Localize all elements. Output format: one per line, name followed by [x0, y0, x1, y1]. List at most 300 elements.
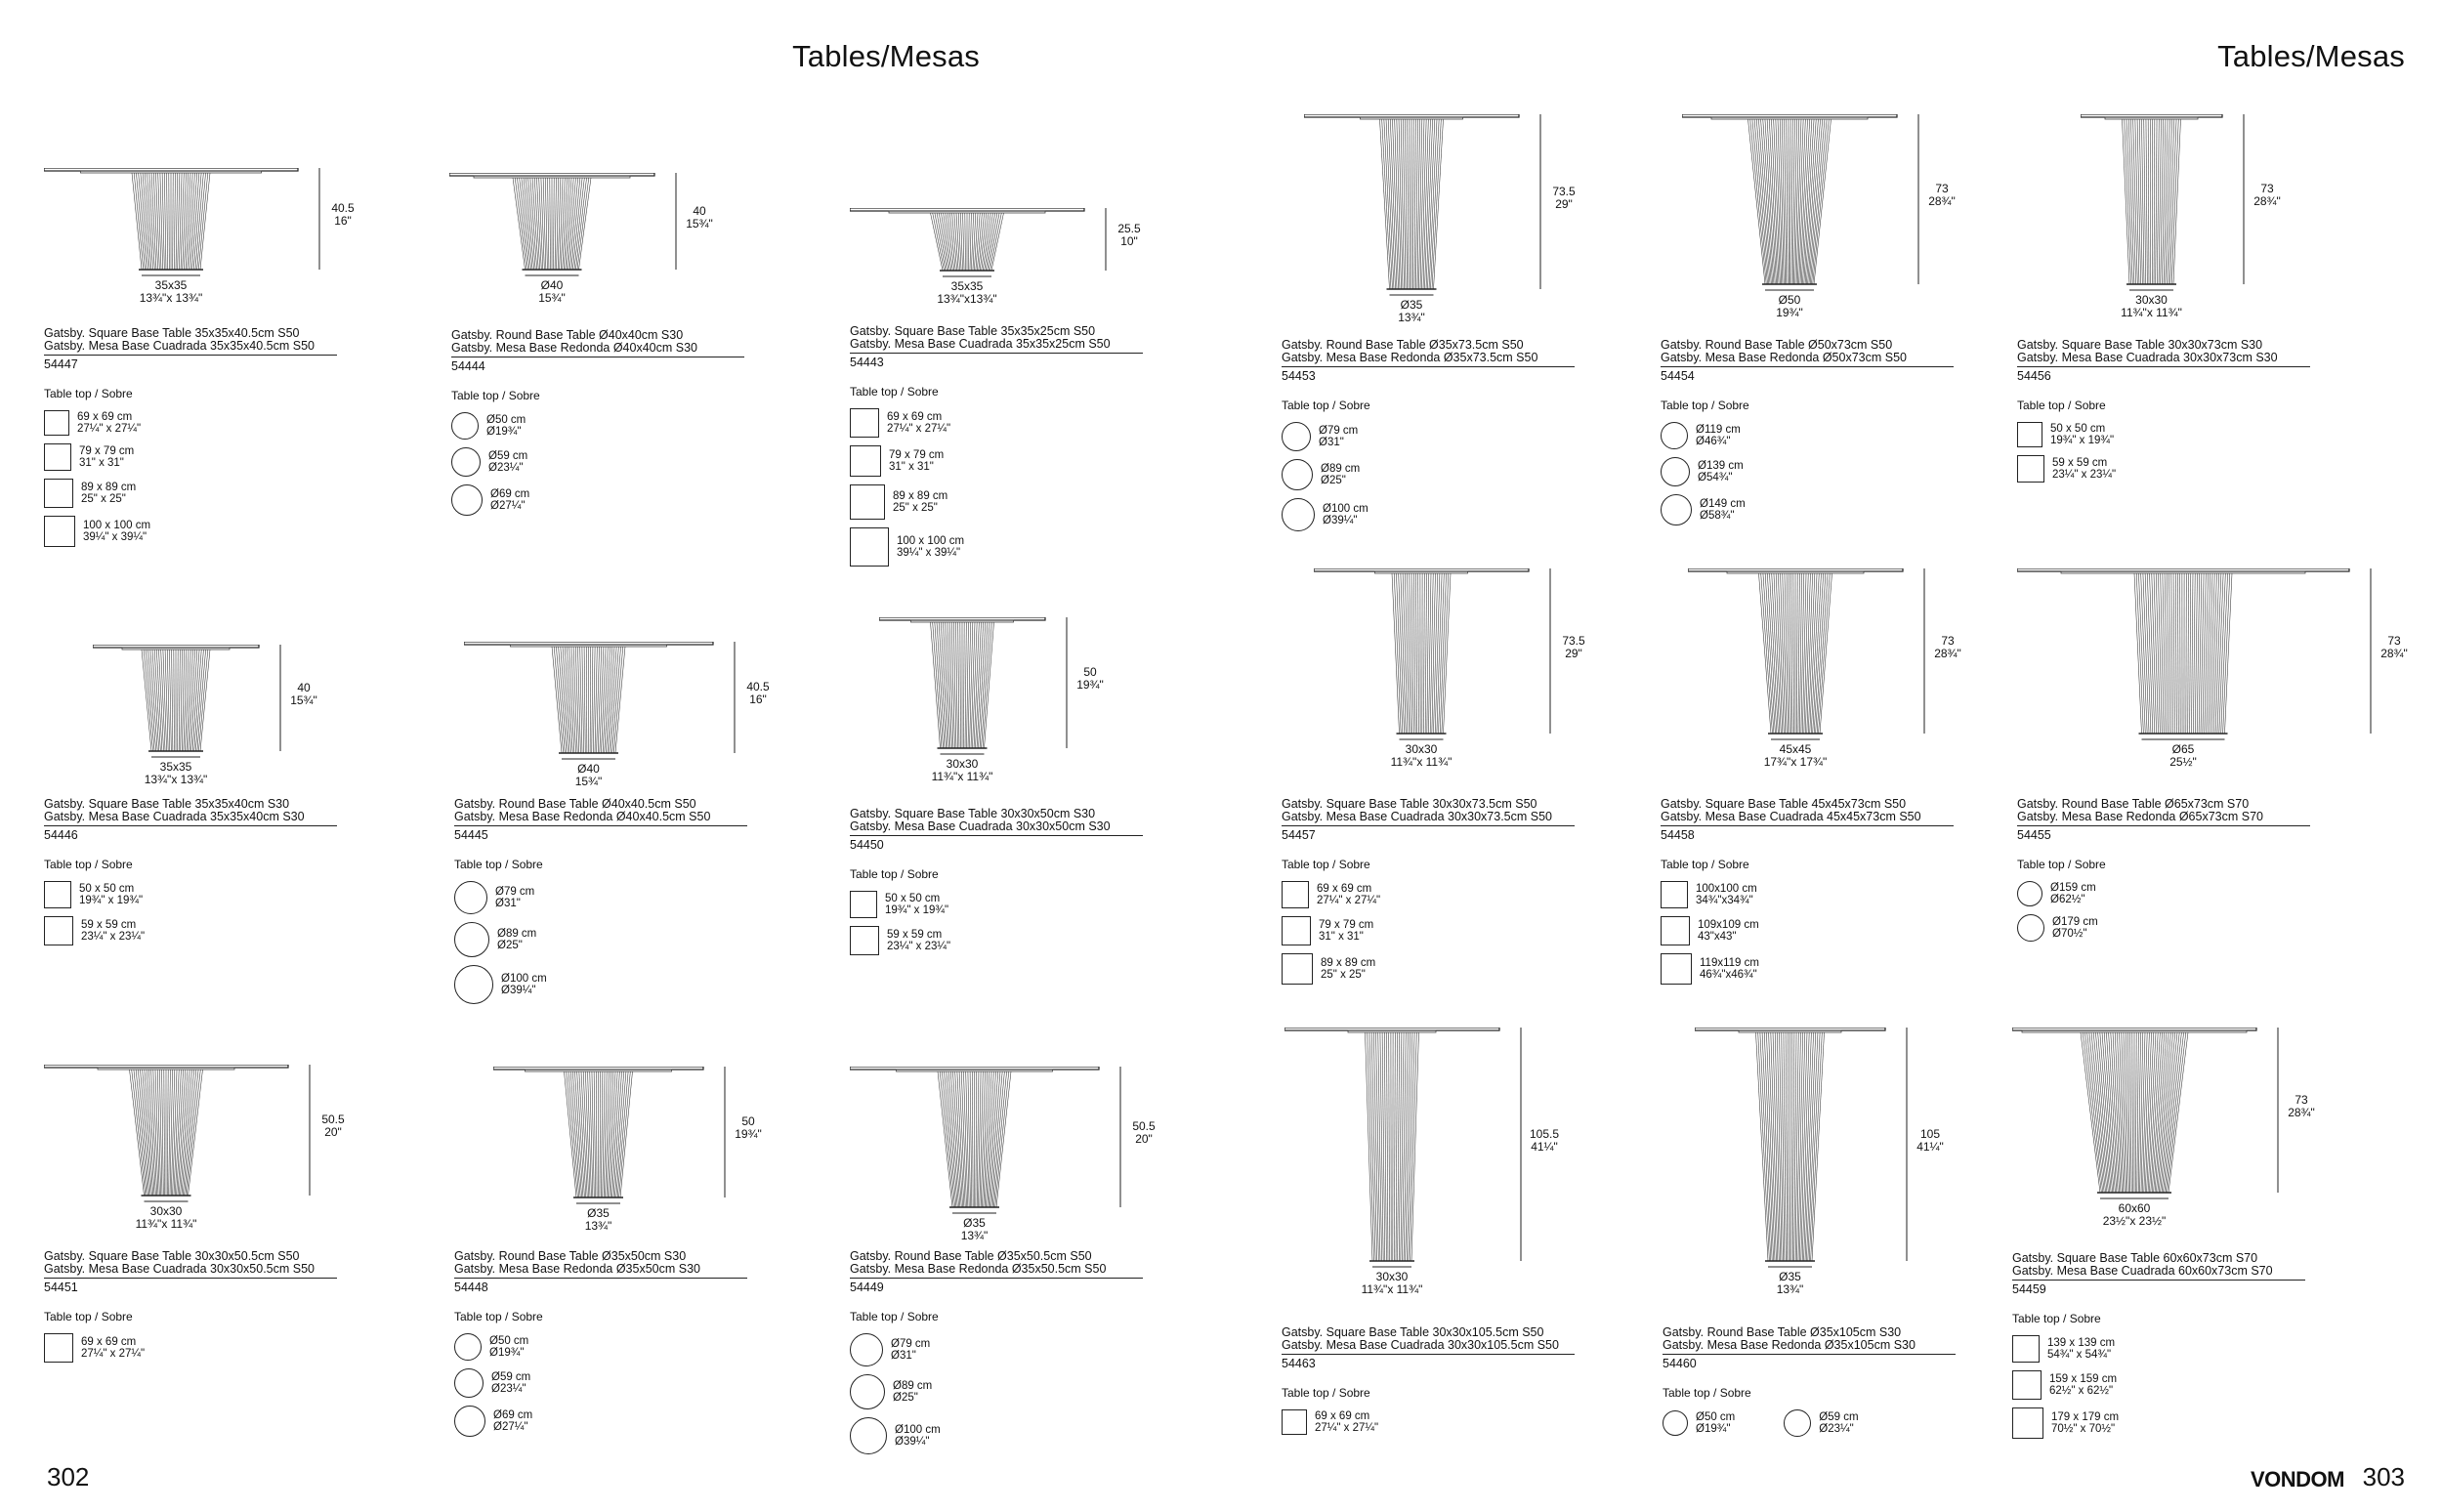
- table-top-size: [501, 973, 547, 996]
- base-dimension-label: [1333, 1271, 1451, 1296]
- size-cm: 159 x 159 cm: [2049, 1373, 2118, 1385]
- divider: [44, 825, 337, 826]
- divider: [454, 1278, 747, 1279]
- product-name-es: Gatsby. Mesa Base Cuadrada 45x45x73cm S50: [1661, 810, 1921, 823]
- table-top-option: [1661, 457, 2022, 486]
- size-in: 27¼" x 27¼": [1317, 895, 1381, 906]
- table-drawing: [2012, 1028, 2295, 1210]
- height-cm: 105.5: [1529, 1126, 1560, 1141]
- base-dim-cm: 45x45: [1779, 742, 1812, 756]
- size-in: 19¾" x 19¾": [2050, 435, 2115, 446]
- table-drawing: [2017, 568, 2388, 751]
- round-top-icon: [451, 447, 481, 477]
- height-label: [284, 682, 323, 707]
- base-dim-cm: 30x30: [946, 757, 979, 771]
- size-cm: Ø100 cm: [1323, 503, 1368, 515]
- size-in: 31" x 31": [889, 461, 934, 473]
- base-dimension-label: [1737, 743, 1854, 769]
- divider: [850, 835, 1143, 836]
- table-drawing: [93, 645, 298, 769]
- size-cm: Ø69 cm: [490, 488, 530, 500]
- height-in: 28¾": [2288, 1105, 2315, 1119]
- size-in: 43"x43": [1698, 931, 1737, 943]
- product-info-54445: [454, 798, 816, 1012]
- table-top-size: [79, 883, 143, 906]
- divider: [2017, 825, 2310, 826]
- table-top-heading: Table top / Sobre: [454, 858, 543, 871]
- square-top-icon: [2012, 1407, 2043, 1439]
- size-in: 25" x 25": [893, 502, 938, 514]
- product-name-es: Gatsby. Mesa Base Cuadrada 35x35x25cm S50: [850, 337, 1111, 351]
- table-drawing: [44, 168, 337, 287]
- divider: [850, 1278, 1143, 1279]
- base-dim-cm: 35x35: [950, 279, 984, 293]
- base-dim-in: 13¾"x 13¾": [139, 291, 203, 305]
- table-top-option: [2017, 422, 2379, 447]
- table-top-size: [891, 1338, 930, 1362]
- base-dim-in: 11¾"x 11¾": [2121, 306, 2182, 319]
- height-cm: 50: [741, 1114, 755, 1128]
- height-cm: 40.5: [746, 680, 770, 693]
- table-top-option: [454, 965, 816, 1004]
- product-name-en: Gatsby. Round Base Table Ø35x105cm S30: [1663, 1325, 1902, 1339]
- table-top-size: [81, 482, 136, 505]
- size-cm: Ø79 cm: [495, 886, 535, 898]
- table-top-option: [451, 484, 813, 516]
- height-in: 19¾": [1076, 678, 1104, 692]
- size-in: 34¾"x34¾": [1696, 895, 1753, 906]
- round-top-icon: [1663, 1410, 1688, 1436]
- base-dim-cm: Ø40: [577, 762, 600, 776]
- height-cm: 105: [1919, 1126, 1941, 1141]
- table-top-size: [1319, 425, 1358, 448]
- base-dim-cm: Ø35: [587, 1206, 610, 1220]
- round-top-icon: [454, 1333, 482, 1361]
- size-cm: 100 x 100 cm: [83, 520, 151, 531]
- size-in: 31" x 31": [1319, 931, 1364, 943]
- product-info-54456: [2017, 339, 2379, 490]
- table-top-size: [1698, 460, 1744, 483]
- size-in: Ø23¼": [1819, 1423, 1854, 1435]
- product-54447: [44, 168, 386, 305]
- square-top-icon: [44, 443, 71, 471]
- size-cm: Ø159 cm: [2050, 882, 2096, 894]
- table-top-size: [2050, 882, 2096, 905]
- size-cm: 119x119 cm: [1700, 957, 1759, 969]
- table-top-size: [2049, 1373, 2117, 1397]
- base-dim-in: 11¾"x 11¾": [1361, 1282, 1423, 1296]
- height-in: 19¾": [735, 1127, 762, 1141]
- size-cm: 109x109 cm: [1698, 919, 1759, 931]
- base-dimension-label: [2125, 743, 2242, 769]
- table-top-option: [850, 408, 1211, 438]
- table-top-option: [44, 1333, 405, 1363]
- table-top-option: [1282, 498, 1643, 531]
- table-top-options: [2017, 881, 2379, 942]
- size-in: 25" x 25": [81, 493, 126, 505]
- product-info-54450: [850, 808, 1211, 963]
- height-label: [680, 205, 719, 231]
- height-in: 16": [749, 693, 767, 706]
- table-top-size: [2050, 423, 2114, 446]
- product-name-en: Gatsby. Round Base Table Ø35x73.5cm S50: [1282, 338, 1524, 352]
- product-54451: [44, 1065, 376, 1231]
- product-name-en: Gatsby. Round Base Table Ø40x40cm S30: [451, 328, 684, 342]
- table-top-option: [1784, 1409, 1858, 1437]
- height-cm: 50.5: [1132, 1119, 1156, 1133]
- product-info-54454: [1661, 339, 2022, 533]
- product-name-es: Gatsby. Mesa Base Redonda Ø40x40.5cm S50: [454, 810, 711, 823]
- base-dim-in: 11¾"x 11¾": [931, 770, 993, 783]
- base-dim-cm: 35x35: [159, 760, 192, 774]
- product-54458: [1688, 568, 1991, 769]
- product-54463: [1284, 1028, 1587, 1296]
- product-54454: [1682, 114, 1985, 319]
- table-top-heading: Table top / Sobre: [44, 858, 133, 871]
- base-dim-cm: 30x30: [2135, 293, 2168, 307]
- size-in: Ø23¼": [491, 1383, 526, 1395]
- table-top-size: [1315, 1410, 1378, 1434]
- table-top-size: [81, 1336, 145, 1360]
- height-label: [1110, 223, 1149, 248]
- base-dim-in: 13¾": [1776, 1282, 1804, 1296]
- height-cm: 50.5: [321, 1113, 345, 1126]
- table-top-size: [83, 520, 150, 543]
- square-top-icon: [44, 410, 69, 436]
- square-top-icon: [1282, 881, 1309, 908]
- base-dim-cm: 30x30: [149, 1204, 183, 1218]
- height-cm: 40.5: [331, 201, 355, 215]
- product-name-en: Gatsby. Round Base Table Ø40x40.5cm S50: [454, 797, 696, 811]
- table-top-option: [850, 527, 1211, 567]
- table-top-options: [850, 1333, 1211, 1454]
- table-top-option: [454, 1406, 816, 1437]
- table-top-option: [850, 891, 1211, 918]
- size-in: Ø27¼": [490, 500, 526, 512]
- base-dimension-label: [107, 1205, 225, 1231]
- product-code: 54454: [1661, 369, 1695, 383]
- product-54449: [850, 1067, 1187, 1242]
- height-label: [729, 1115, 768, 1141]
- size-in: 23¼" x 23¼": [2052, 469, 2117, 481]
- table-top-heading: Table top / Sobre: [850, 867, 939, 881]
- table-top-option: [454, 881, 816, 914]
- product-name-en: Gatsby. Square Base Table 30x30x105.5cm S50: [1282, 1325, 1544, 1339]
- size-cm: 50 x 50 cm: [885, 893, 941, 904]
- product-name-en: Gatsby. Square Base Table 30x30x50cm S30: [850, 807, 1096, 820]
- product-info-54443: [850, 325, 1211, 574]
- round-top-icon: [1282, 498, 1315, 531]
- product-code: 54443: [850, 356, 884, 369]
- size-cm: Ø50 cm: [1696, 1411, 1736, 1423]
- product-name-es: Gatsby. Mesa Base Redonda Ø35x50.5cm S50: [850, 1262, 1107, 1276]
- table-top-size: [1319, 919, 1373, 943]
- table-top-size: [77, 411, 141, 435]
- size-cm: 79 x 79 cm: [889, 449, 945, 461]
- table-top-size: [893, 1380, 932, 1404]
- size-in: Ø62½": [2050, 894, 2085, 905]
- table-top-option: [1282, 422, 1643, 451]
- divider: [1282, 1354, 1575, 1355]
- height-cm: 73: [1935, 182, 1949, 195]
- table-top-option: [850, 1374, 1211, 1409]
- table-top-options: [44, 410, 405, 547]
- square-top-icon: [1661, 953, 1692, 985]
- height-label: [1071, 666, 1110, 692]
- size-cm: 59 x 59 cm: [887, 929, 943, 941]
- table-top-size: [1317, 883, 1380, 906]
- table-top-size: [889, 449, 944, 473]
- product-54448: [493, 1067, 791, 1233]
- table-top-size: [893, 490, 947, 514]
- table-top-option: [2017, 881, 2379, 906]
- table-top-options: [1282, 422, 1643, 531]
- product-54443: [850, 208, 1172, 306]
- height-label: [1525, 1128, 1564, 1154]
- table-top-options: [454, 1333, 816, 1437]
- height-cm: 73: [2295, 1092, 2308, 1107]
- divider: [44, 355, 337, 356]
- base-dim-cm: Ø35: [963, 1216, 986, 1230]
- round-top-icon: [451, 412, 479, 440]
- product-info-54457: [1282, 798, 1643, 992]
- round-top-icon: [1661, 457, 1690, 486]
- size-cm: 139 x 139 cm: [2047, 1337, 2116, 1349]
- base-dim-cm: Ø40: [540, 278, 564, 292]
- table-top-option: [850, 484, 1211, 520]
- size-cm: 89 x 89 cm: [1321, 957, 1376, 969]
- size-cm: 50 x 50 cm: [2050, 423, 2106, 435]
- square-top-icon: [1661, 881, 1688, 908]
- round-top-icon: [451, 484, 483, 516]
- table-top-options: [1282, 881, 1643, 985]
- round-top-icon: [454, 922, 489, 957]
- table-top-size: [1321, 463, 1360, 486]
- round-top-icon: [454, 1368, 484, 1398]
- size-in: Ø54¾": [1698, 472, 1733, 483]
- size-in: Ø58¾": [1700, 510, 1735, 522]
- table-top-options: [1663, 1409, 2024, 1445]
- size-in: Ø25": [893, 1392, 918, 1404]
- product-54455: [2017, 568, 2437, 769]
- product-name-es: Gatsby. Mesa Base Redonda Ø35x73.5cm S50: [1282, 351, 1538, 364]
- size-in: 39¼" x 39¼": [83, 531, 147, 543]
- size-in: Ø46¾": [1696, 436, 1731, 447]
- size-cm: 69 x 69 cm: [81, 1336, 137, 1348]
- product-code: 54446: [44, 828, 78, 842]
- table-top-options: [850, 891, 1211, 955]
- square-top-icon: [850, 527, 889, 567]
- table-top-size: [1696, 883, 1757, 906]
- round-top-icon: [1661, 422, 1688, 449]
- size-cm: Ø50 cm: [489, 1335, 529, 1347]
- base-dimension-label: [530, 763, 648, 788]
- base-dimension-label: [1731, 294, 1848, 319]
- table-top-heading: Table top / Sobre: [44, 1310, 133, 1323]
- product-54457: [1314, 568, 1617, 769]
- table-top-option: [44, 881, 405, 908]
- square-top-icon: [44, 516, 75, 547]
- square-top-icon: [2012, 1335, 2040, 1363]
- table-top-option: [1663, 1409, 1735, 1437]
- size-in: Ø70½": [2052, 928, 2087, 940]
- height-in: 10": [1120, 234, 1138, 248]
- product-name-es: Gatsby. Mesa Base Cuadrada 30x30x50cm S30: [850, 819, 1111, 833]
- size-cm: 89 x 89 cm: [81, 482, 137, 493]
- height-in: 41¼": [1916, 1139, 1944, 1154]
- table-top-size: [1700, 498, 1746, 522]
- size-cm: 100 x 100 cm: [897, 535, 965, 547]
- product-54456: [2081, 114, 2310, 319]
- base-dim-in: 13¾": [1398, 311, 1425, 324]
- divider: [850, 353, 1143, 354]
- table-top-option: [1661, 422, 2022, 449]
- height-label: [314, 1113, 353, 1139]
- size-in: 46¾"x46¾": [1700, 969, 1757, 981]
- table-top-option: [44, 443, 405, 471]
- size-in: 19¾" x 19¾": [79, 895, 144, 906]
- base-dimension-label: [2076, 1202, 2193, 1228]
- size-cm: Ø79 cm: [891, 1338, 931, 1350]
- round-top-icon: [454, 1406, 485, 1437]
- size-cm: Ø100 cm: [895, 1424, 941, 1436]
- height-in: 16": [334, 214, 352, 228]
- table-top-option: [2012, 1370, 2374, 1400]
- product-name-en: Gatsby. Square Base Table 35x35x40.5cm S50: [44, 326, 300, 340]
- table-top-heading: Table top / Sobre: [1282, 399, 1370, 412]
- product-code: 54450: [850, 838, 884, 852]
- height-in: 15¾": [290, 693, 317, 707]
- divider: [1661, 825, 1954, 826]
- table-top-size: [495, 886, 534, 909]
- product-name-es: Gatsby. Mesa Base Cuadrada 30x30x73cm S30: [2017, 351, 2278, 364]
- size-cm: Ø59 cm: [491, 1371, 531, 1383]
- size-cm: Ø149 cm: [1700, 498, 1746, 510]
- product-name-es: Gatsby. Mesa Base Cuadrada 35x35x40cm S30: [44, 810, 305, 823]
- product-info-54463: [1282, 1326, 1643, 1443]
- size-cm: Ø69 cm: [493, 1409, 533, 1421]
- base-dimension-label: [493, 279, 610, 305]
- table-top-option: [44, 410, 405, 436]
- table-top-option: [850, 445, 1211, 477]
- table-top-heading: Table top / Sobre: [454, 1310, 543, 1323]
- size-in: 25" x 25": [1321, 969, 1366, 981]
- round-top-icon: [2017, 914, 2044, 942]
- size-in: 31" x 31": [79, 457, 124, 469]
- table-top-option: [451, 412, 813, 440]
- page-title: Tables/Mesas: [2217, 39, 2405, 73]
- product-code: 54453: [1282, 369, 1316, 383]
- table-top-option: [454, 1368, 816, 1398]
- table-drawing: [464, 642, 752, 771]
- table-top-option: [1282, 916, 1643, 945]
- table-top-size: [897, 535, 964, 559]
- divider: [44, 1278, 337, 1279]
- height-in: 28¾": [1928, 194, 1956, 208]
- base-dimension-label: [916, 1217, 1033, 1242]
- height-cm: 73: [2387, 633, 2401, 648]
- height-label: [1922, 183, 1961, 208]
- page-number: 303: [2362, 1462, 2405, 1491]
- base-dim-cm: Ø65: [2171, 742, 2195, 756]
- table-drawing: [1695, 1028, 1924, 1279]
- table-top-size: [2051, 1411, 2119, 1435]
- table-top-option: [1661, 881, 2022, 908]
- table-top-option: [44, 479, 405, 508]
- table-top-options: [2017, 422, 2379, 483]
- product-name-en: Gatsby. Round Base Table Ø50x73cm S50: [1661, 338, 1893, 352]
- size-in: Ø19¾": [489, 1347, 525, 1359]
- product-name-en: Gatsby. Square Base Table 60x60x73cm S70: [2012, 1251, 2258, 1265]
- size-cm: 59 x 59 cm: [2052, 457, 2108, 469]
- round-top-icon: [1784, 1409, 1811, 1437]
- base-dim-in: 15¾": [538, 291, 566, 305]
- base-dim-cm: 30x30: [1405, 742, 1438, 756]
- height-in: 29": [1555, 196, 1573, 211]
- base-dim-cm: Ø50: [1778, 293, 1801, 307]
- base-dim-in: 11¾"x 11¾": [135, 1217, 197, 1231]
- product-code: 54463: [1282, 1357, 1316, 1370]
- size-in: 23¼" x 23¼": [81, 931, 146, 943]
- height-cm: 73.5: [1562, 633, 1585, 648]
- table-top-heading: Table top / Sobre: [850, 385, 939, 399]
- product-code: 54459: [2012, 1282, 2046, 1296]
- product-name-es: Gatsby. Mesa Base Redonda Ø65x73cm S70: [2017, 810, 2263, 823]
- size-in: Ø19¾": [1696, 1423, 1731, 1435]
- divider: [1663, 1354, 1956, 1355]
- product-name-en: Gatsby. Square Base Table 45x45x73cm S50: [1661, 797, 1907, 811]
- size-in: Ø39¼": [501, 985, 536, 996]
- product-info-54459: [2012, 1252, 2374, 1447]
- square-top-icon: [850, 926, 879, 955]
- product-name-en: Gatsby. Square Base Table 30x30x73.5cm S50: [1282, 797, 1537, 811]
- product-code: 54447: [44, 357, 78, 371]
- size-in: Ø23¼": [488, 462, 524, 474]
- product-info-54453: [1282, 339, 1643, 539]
- product-info-54458: [1661, 798, 2022, 992]
- size-cm: Ø79 cm: [1319, 425, 1359, 437]
- size-cm: Ø179 cm: [2052, 916, 2098, 928]
- size-in: Ø31": [891, 1350, 916, 1362]
- height-cm: 25.5: [1117, 222, 1141, 235]
- size-in: Ø31": [495, 898, 521, 909]
- table-drawing: [850, 1067, 1138, 1225]
- table-top-option: [454, 1333, 816, 1361]
- size-cm: 59 x 59 cm: [81, 919, 137, 931]
- table-top-heading: Table top / Sobre: [1663, 1386, 1751, 1400]
- product-info-54451: [44, 1250, 405, 1370]
- height-in: 28¾": [2380, 646, 2408, 660]
- table-top-option: [1661, 916, 2022, 945]
- table-top-heading: Table top / Sobre: [2012, 1312, 2101, 1325]
- table-top-heading: Table top / Sobre: [1282, 1386, 1370, 1400]
- square-top-icon: [1661, 916, 1690, 945]
- table-top-size: [1819, 1411, 1858, 1435]
- product-name-es: Gatsby. Mesa Base Redonda Ø35x50cm S30: [454, 1262, 700, 1276]
- product-info-54455: [2017, 798, 2379, 949]
- page-number: 302: [47, 1462, 90, 1491]
- product-code: 54457: [1282, 828, 1316, 842]
- size-cm: Ø100 cm: [501, 973, 547, 985]
- height-in: 20": [324, 1125, 342, 1139]
- height-label: [2375, 635, 2414, 660]
- product-code: 54460: [1663, 1357, 1697, 1370]
- square-top-icon: [44, 479, 73, 508]
- height-label: [1124, 1120, 1163, 1146]
- size-in: 27¼" x 27¼": [77, 423, 142, 435]
- product-code: 54444: [451, 359, 485, 373]
- base-dim-in: 13¾": [584, 1219, 612, 1233]
